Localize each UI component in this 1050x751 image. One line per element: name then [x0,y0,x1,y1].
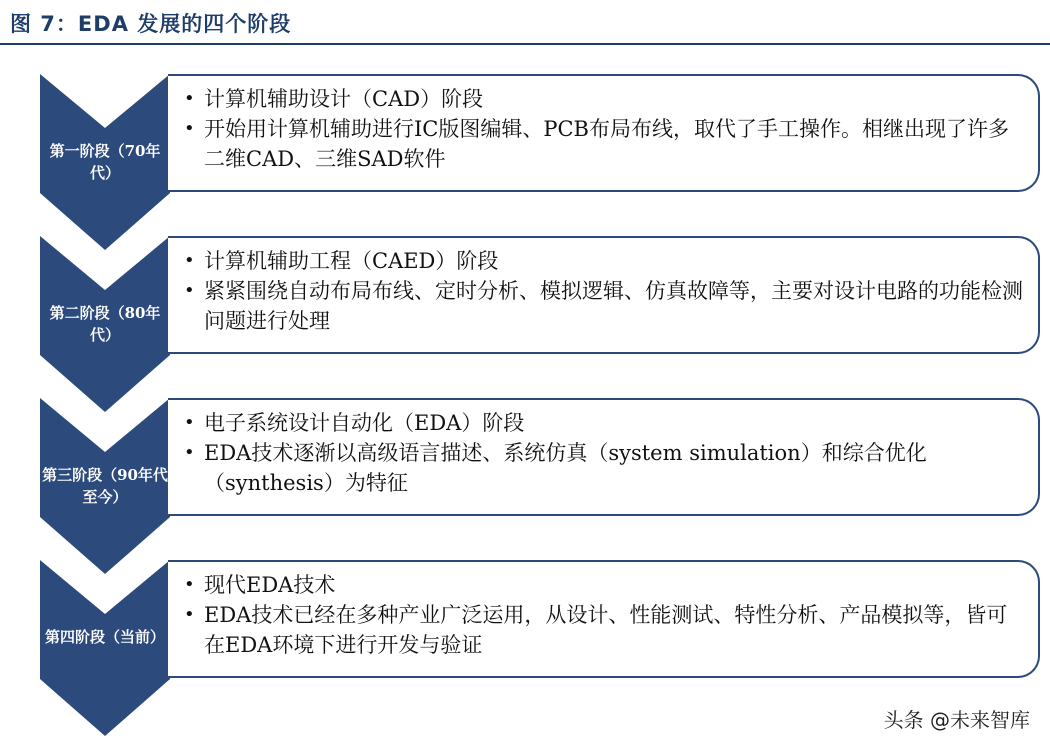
bullet-dot-icon: • [184,280,195,301]
stage-2-bullet-1: • 计算机辅助工程（CAED）阶段 [184,246,1024,276]
bullet-dot-icon: • [184,604,195,625]
stage-3-box [168,398,1040,516]
stage-1-label: 第一阶段（70年代） [49,142,161,182]
stage-4-label: 第四阶段（当前） [44,628,165,646]
bullet-dot-icon: • [184,412,195,433]
bullet-dot-icon: • [184,442,195,463]
bullet-dot-icon: • [184,118,195,139]
figure-title: 图 7：EDA 发展的四个阶段 [10,12,292,36]
stage-2-box [168,236,1040,354]
stage-1-bullet-1: • 计算机辅助设计（CAD）阶段 [184,84,1024,114]
stage-4-chevron [40,560,170,736]
stage-1-bullet-2: • 开始用计算机辅助进行IC版图编辑、PCB布局布线，取代了手工操作。相继出现了许多二维CAD、三维SAD软件 [184,114,1024,174]
stage-4-box [168,560,1040,678]
stage-3-bullet-2: • EDA技术逐渐以高级语言描述、系统仿真（system simulation）和综合优化（synthesis）为特征 [184,438,1024,498]
bullet-dot-icon: • [184,250,195,271]
stage-4-bullet-1: • 现代EDA技术 [184,570,1024,600]
bullet-dot-icon: • [184,88,195,109]
bullet-dot-icon: • [184,574,195,595]
stage-3-label: 第三阶段（90年代至今） [42,466,168,506]
watermark: 头条 @未来智库 [883,708,1030,732]
stage-2-label: 第二阶段（80年代） [49,304,161,344]
stage-3-bullet-1: • 电子系统设计自动化（EDA）阶段 [184,408,1024,438]
stage-1-box [168,74,1040,192]
stage-4-bullet-2: • EDA技术已经在多种产业广泛运用，从设计、性能测试、特性分析、产品模拟等，皆可在EDA环境下进行开发与验证 [184,600,1024,660]
stage-2-bullet-2: • 紧紧围绕自动布局布线、定时分析、模拟逻辑、仿真故障等，主要对设计电路的功能检测问题进行处理 [184,276,1024,336]
